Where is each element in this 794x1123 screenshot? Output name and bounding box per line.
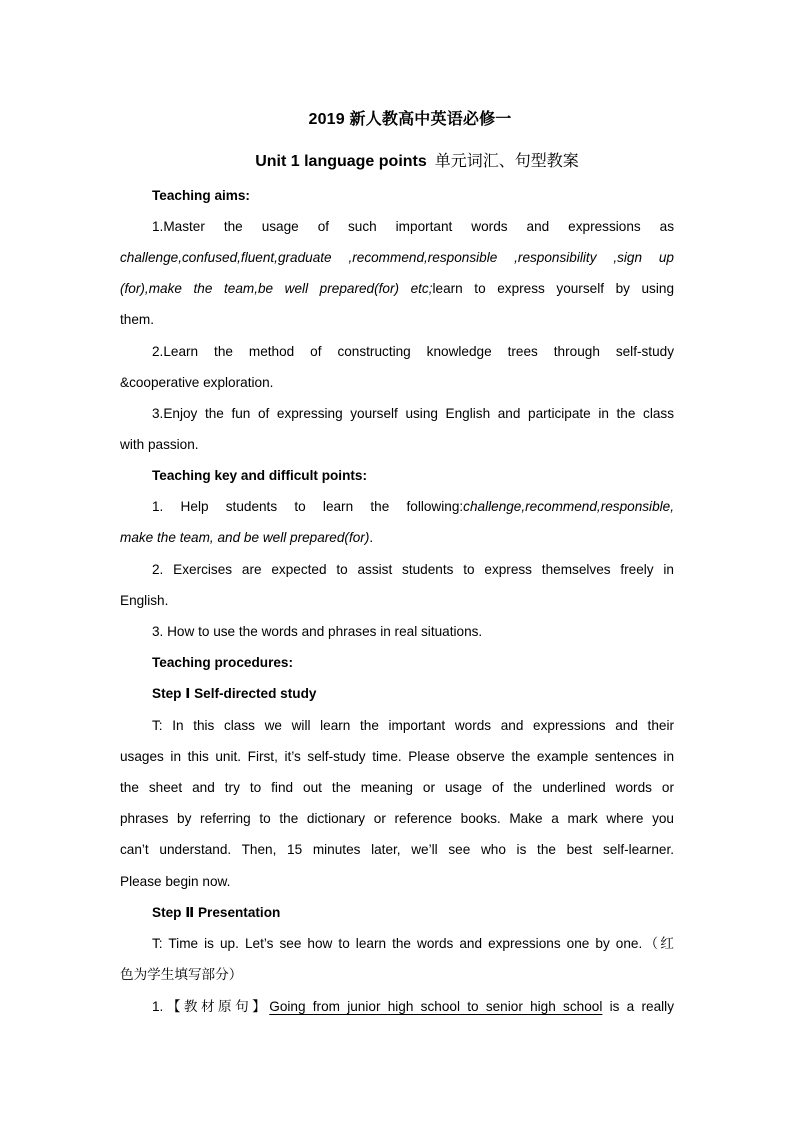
- document-title: 2019 新人教高中英语必修一: [308, 111, 512, 128]
- key-points-item1-end: .: [369, 530, 374, 545]
- step2-heading: Step Ⅱ Presentation: [152, 905, 281, 920]
- step2-line2: 色为学生填写部分）: [120, 967, 243, 982]
- underlined-phrase: Going from junior high school to senior high school: [269, 999, 603, 1014]
- aims-item1-line1: 1.Master the usage of such important words and expressions as: [152, 219, 674, 234]
- subtitle-chinese: 单元词汇、句型教案: [434, 153, 579, 170]
- step1-heading: Step Ⅰ Self-directed study: [152, 686, 317, 701]
- key-points-item1-phrases: make the team, and be well prepared(for): [120, 530, 370, 545]
- aims-item3-line2: with passion.: [120, 437, 199, 452]
- procedures-heading: Teaching procedures:: [152, 655, 294, 670]
- document-subtitle: [0, 148, 794, 171]
- sentence-rest: is a really: [602, 999, 674, 1014]
- aims-heading: Teaching aims:: [152, 188, 250, 203]
- aims-item1-line4: them.: [120, 312, 154, 327]
- step1-line: usages in this unit. First, it’s self-study time. Please observe the example sentences in: [120, 749, 674, 764]
- key-points-item1-words: challenge,recommend,responsible,: [463, 499, 674, 514]
- step1-line: Please begin now.: [120, 874, 231, 889]
- key-points-item2-line2: English.: [120, 593, 169, 608]
- key-points-heading: Teaching key and difficult points:: [152, 468, 367, 483]
- aims-item2-line1: 2.Learn the method of constructing knowledge trees through self-study: [152, 344, 674, 359]
- textbook-sentence-label: 1.【教材原句】: [152, 999, 270, 1014]
- subtitle-english: Unit 1 language points: [255, 153, 427, 170]
- key-points-item1-line2: [120, 529, 674, 547]
- step1-line: can’t understand. Then, 15 minutes later, we’ll see who is the best self-learner.: [120, 842, 674, 857]
- aims-item2-line2: &cooperative exploration.: [120, 375, 274, 390]
- step2-line1: T: Time is up. Let’s see how to learn the words and expressions one by one.（红: [152, 936, 674, 951]
- key-points-item2-line1: 2. Exercises are expected to assist students to express themselves freely in: [152, 562, 674, 577]
- aims-item3-line1: 3.Enjoy the fun of expressing yourself using English and participate in the class: [152, 406, 674, 421]
- key-points-item1-text: 1. Help students to learn the following:: [152, 499, 464, 514]
- step1-line: the sheet and try to find out the meaning or usage of the underlined words or: [120, 780, 674, 795]
- aims-item1-text: learn to express yourself by using: [432, 281, 674, 296]
- step1-line: T: In this class we will learn the important words and expressions and their: [152, 718, 674, 733]
- key-points-item1-line1: [152, 498, 674, 516]
- aims-item1-phrases: (for),make the team,be well prepared(for) etc;: [120, 281, 433, 296]
- key-points-item3-line1: 3. How to use the words and phrases in real situations.: [152, 624, 483, 639]
- aims-item1-line2: challenge,confused,fluent,graduate ,recommend,responsible ,responsibility ,sign up: [120, 250, 674, 265]
- aims-item1-line3: [120, 280, 674, 298]
- step1-line: phrases by referring to the dictionary or reference books. Make a mark where you: [120, 811, 674, 826]
- step2-item1-line1: [152, 998, 674, 1016]
